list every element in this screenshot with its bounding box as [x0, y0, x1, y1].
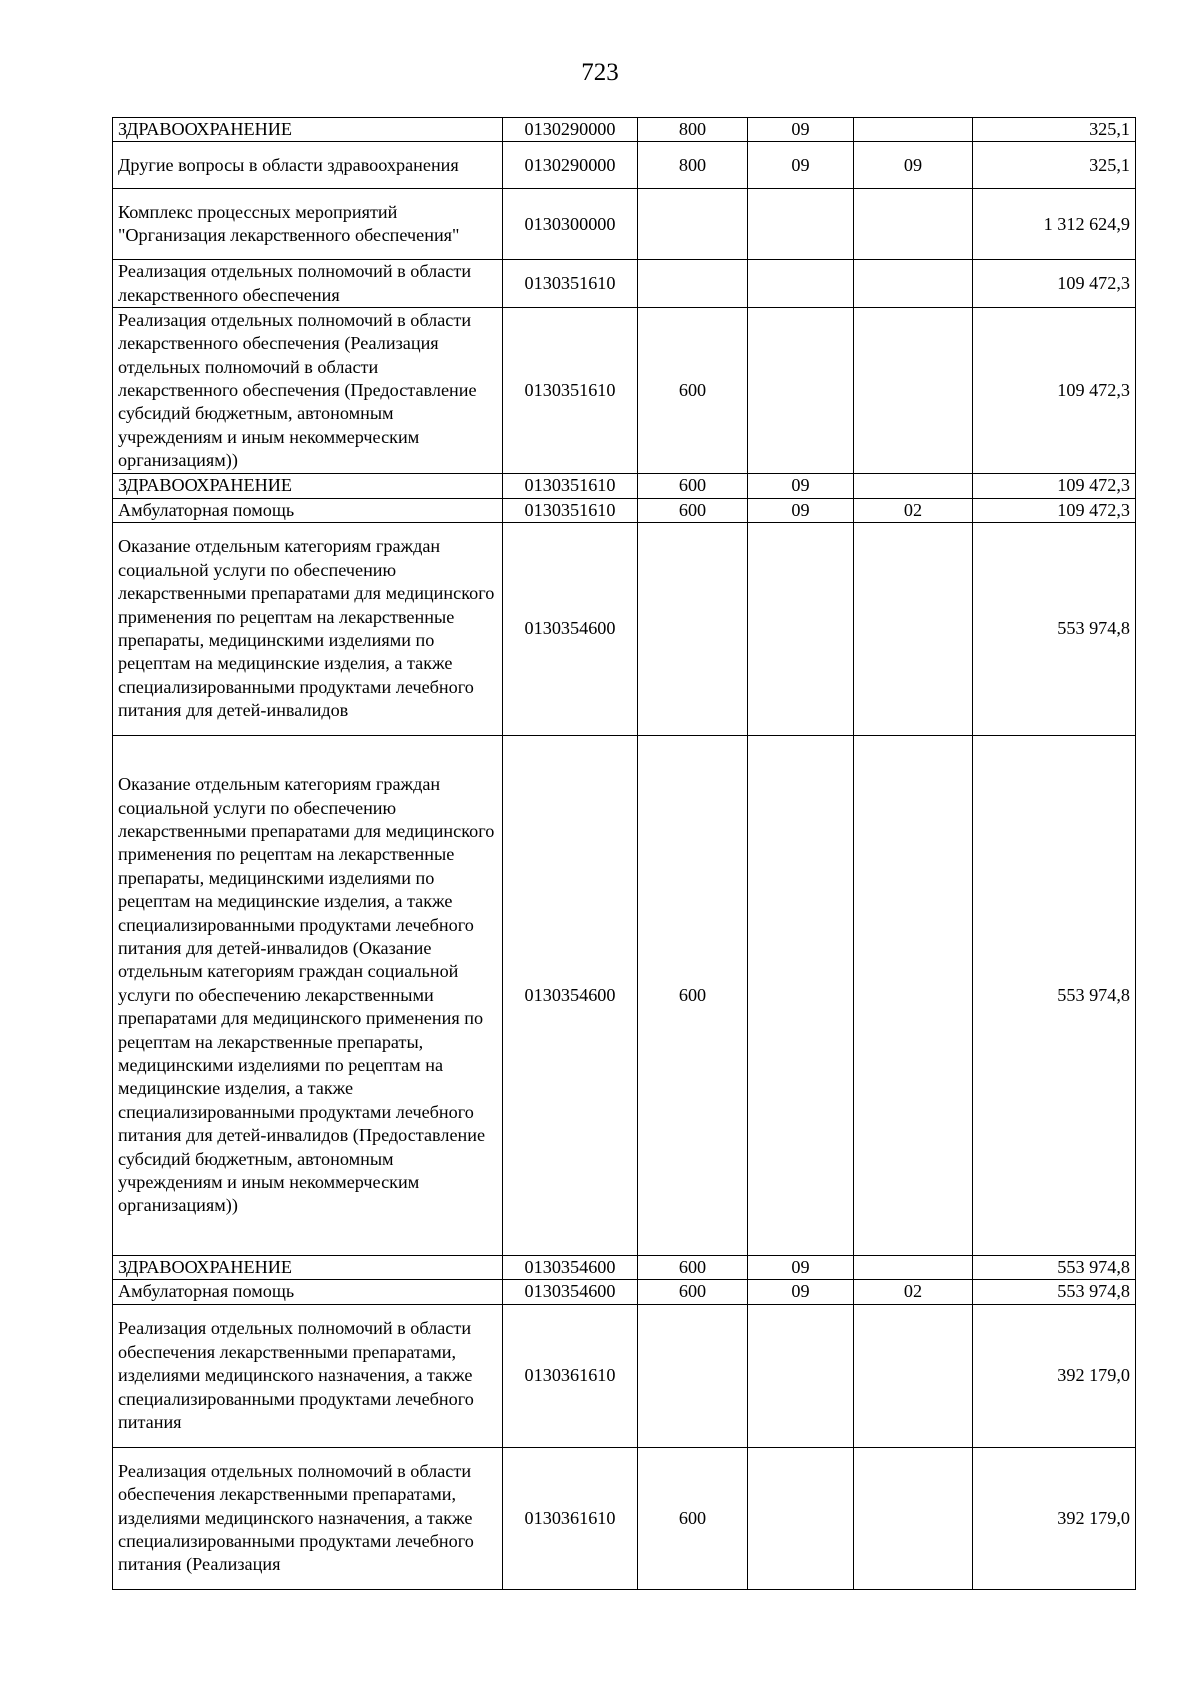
- cell-section: [748, 736, 854, 1256]
- page-number: 723: [581, 59, 619, 86]
- cell-section: [748, 1304, 854, 1447]
- cell-sum: 109 472,3: [973, 498, 1136, 522]
- table-row: [113, 1447, 1136, 1589]
- cell-name: ЗДРАВООХРАНЕНИЕ: [113, 118, 503, 142]
- cell-name: Реализация отдельных полномочий в области лекарственного обеспечения: [113, 260, 503, 308]
- cell-expense-type: 600: [638, 1447, 748, 1589]
- cell-subsection: [854, 308, 973, 474]
- table-row: [113, 189, 1136, 260]
- cell-target-code: 0130354600: [503, 523, 638, 736]
- table-row: [113, 260, 1136, 308]
- cell-section: 09: [748, 1280, 854, 1304]
- cell-sum: 553 974,8: [973, 1280, 1136, 1304]
- table-row: [113, 1280, 1136, 1304]
- cell-section: 09: [748, 142, 854, 189]
- cell-target-code: 0130354600: [503, 1280, 638, 1304]
- cell-subsection: [854, 736, 973, 1256]
- cell-subsection: [854, 118, 973, 142]
- cell-expense-type: 600: [638, 498, 748, 522]
- cell-name: Оказание отдельным категориям граждан социальной услуги по обеспечению лекарственными препаратами для медицинского применения по рецептам на лекарственные препараты, медицинскими изделиями по рецептам на медицинские изделия, а также специализированными продуктами лечебного питания для детей-инвалидов (Оказание отдельным категориям граждан социальной услуги по обеспечению лекарственными препаратами для медицинского применения по рецептам на лекарственные препараты, медицинскими изделиями по рецептам на медицинские изделия, а также специализированными продуктами лечебного питания для детей-инвалидов (Предоставление субсидий бюджетным, автономным учреждениям и иным некоммерческим организациям)): [113, 736, 503, 1256]
- cell-sum: 109 472,3: [973, 474, 1136, 498]
- cell-sum: 325,1: [973, 142, 1136, 189]
- cell-name: ЗДРАВООХРАНЕНИЕ: [113, 474, 503, 498]
- cell-name: Комплекс процессных мероприятий "Организация лекарственного обеспечения": [113, 189, 503, 260]
- budget-table: [112, 117, 1136, 1590]
- cell-name: ЗДРАВООХРАНЕНИЕ: [113, 1256, 503, 1280]
- cell-sum: 392 179,0: [973, 1447, 1136, 1589]
- cell-subsection: [854, 474, 973, 498]
- cell-sum: 392 179,0: [973, 1304, 1136, 1447]
- cell-sum: 1 312 624,9: [973, 189, 1136, 260]
- table-row: [113, 523, 1136, 736]
- cell-target-code: 0130300000: [503, 189, 638, 260]
- cell-target-code: 0130354600: [503, 1256, 638, 1280]
- cell-sum: 109 472,3: [973, 260, 1136, 308]
- cell-name: Амбулаторная помощь: [113, 498, 503, 522]
- cell-section: [748, 308, 854, 474]
- cell-expense-type: [638, 523, 748, 736]
- cell-section: 09: [748, 118, 854, 142]
- cell-name: Оказание отдельным категориям граждан социальной услуги по обеспечению лекарственными препаратами для медицинского применения по рецептам на лекарственные препараты, медицинскими изделиями по рецептам на медицинские изделия, а также специализированными продуктами лечебного питания для детей-инвалидов: [113, 523, 503, 736]
- table-row: [113, 142, 1136, 189]
- cell-section: [748, 260, 854, 308]
- cell-name: Реализация отдельных полномочий в области лекарственного обеспечения (Реализация отдельных полномочий в области лекарственного обеспечения (Предоставление субсидий бюджетным, автономным учреждениям и иным некоммерческим организациям)): [113, 308, 503, 474]
- cell-expense-type: [638, 1304, 748, 1447]
- cell-name: Амбулаторная помощь: [113, 1280, 503, 1304]
- cell-target-code: 0130351610: [503, 308, 638, 474]
- cell-target-code: 0130351610: [503, 474, 638, 498]
- cell-section: 09: [748, 474, 854, 498]
- cell-section: [748, 523, 854, 736]
- cell-name: Реализация отдельных полномочий в области обеспечения лекарственными препаратами, изделиями медицинского назначения, а также специализированными продуктами лечебного питания (Реализация: [113, 1447, 503, 1589]
- cell-sum: 553 974,8: [973, 1256, 1136, 1280]
- cell-target-code: 0130361610: [503, 1304, 638, 1447]
- cell-subsection: [854, 523, 973, 736]
- cell-expense-type: [638, 189, 748, 260]
- cell-section: [748, 1447, 854, 1589]
- cell-expense-type: 600: [638, 736, 748, 1256]
- table-row: [113, 474, 1136, 498]
- cell-expense-type: 600: [638, 1256, 748, 1280]
- table-row: [113, 736, 1136, 1256]
- cell-name: Реализация отдельных полномочий в области обеспечения лекарственными препаратами, изделиями медицинского назначения, а также специализированными продуктами лечебного питания: [113, 1304, 503, 1447]
- cell-subsection: 02: [854, 1280, 973, 1304]
- cell-target-code: 0130351610: [503, 498, 638, 522]
- cell-subsection: [854, 260, 973, 308]
- cell-subsection: 02: [854, 498, 973, 522]
- cell-subsection: [854, 1304, 973, 1447]
- cell-sum: 109 472,3: [973, 308, 1136, 474]
- cell-target-code: 0130290000: [503, 142, 638, 189]
- table-row: [113, 1304, 1136, 1447]
- cell-expense-type: 600: [638, 1280, 748, 1304]
- cell-target-code: 0130354600: [503, 736, 638, 1256]
- cell-sum: 553 974,8: [973, 523, 1136, 736]
- cell-subsection: 09: [854, 142, 973, 189]
- table-row: [113, 1256, 1136, 1280]
- table-row: [113, 118, 1136, 142]
- cell-name: Другие вопросы в области здравоохранения: [113, 142, 503, 189]
- cell-subsection: [854, 1447, 973, 1589]
- cell-target-code: 0130361610: [503, 1447, 638, 1589]
- table-row: [113, 308, 1136, 474]
- cell-subsection: [854, 189, 973, 260]
- cell-subsection: [854, 1256, 973, 1280]
- table-row: [113, 498, 1136, 522]
- cell-section: 09: [748, 498, 854, 522]
- cell-target-code: 0130351610: [503, 260, 638, 308]
- cell-sum: 325,1: [973, 118, 1136, 142]
- cell-target-code: 0130290000: [503, 118, 638, 142]
- cell-section: 09: [748, 1256, 854, 1280]
- cell-expense-type: 600: [638, 308, 748, 474]
- cell-expense-type: 600: [638, 474, 748, 498]
- cell-expense-type: 800: [638, 118, 748, 142]
- cell-expense-type: 800: [638, 142, 748, 189]
- cell-sum: 553 974,8: [973, 736, 1136, 1256]
- cell-expense-type: [638, 260, 748, 308]
- cell-section: [748, 189, 854, 260]
